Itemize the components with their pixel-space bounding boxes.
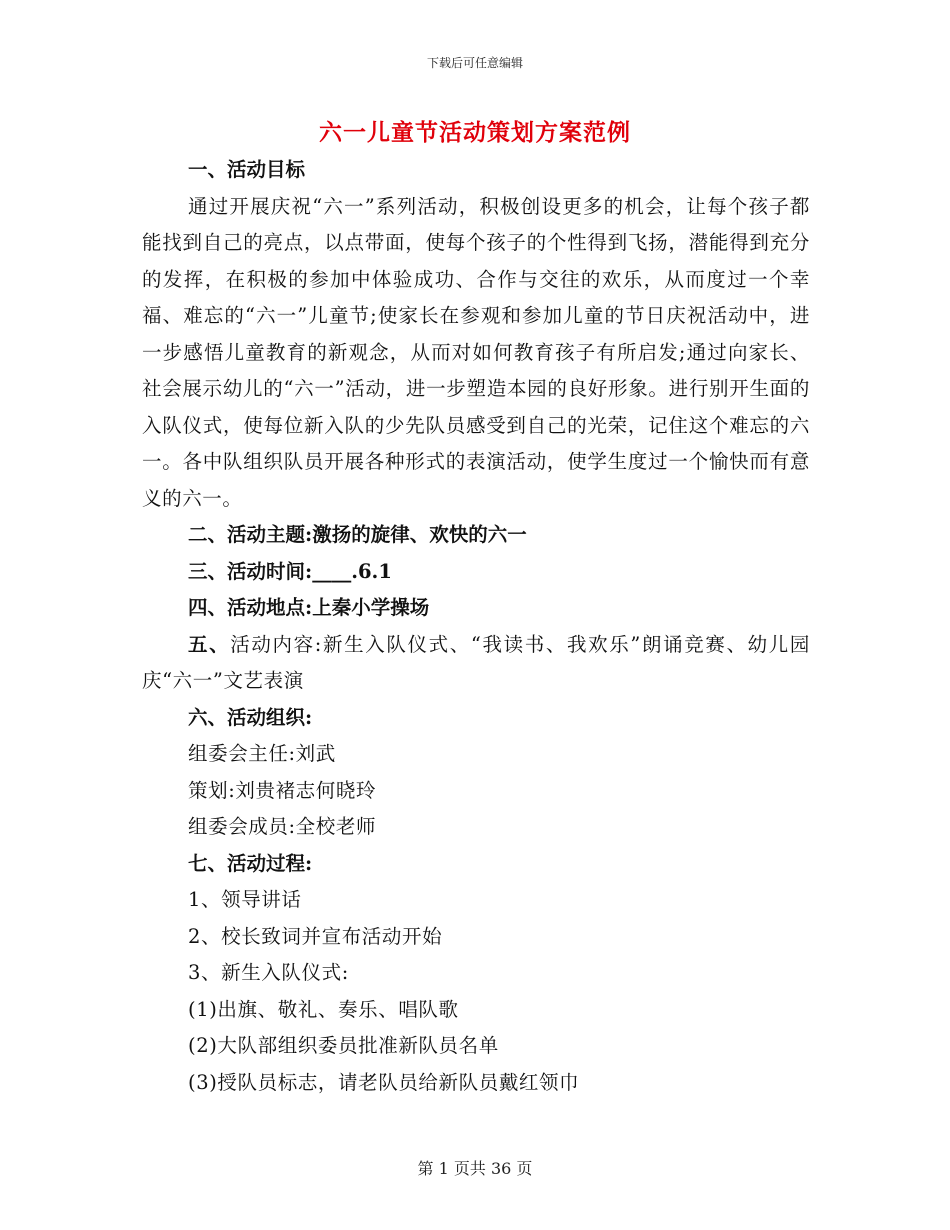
section-5-paragraph [142,627,810,700]
section-2-heading: 二、活动主题:激扬的旋律、欢快的六一 [188,523,527,546]
process-item: 3、新生入队仪式: [188,961,349,984]
section-3-heading: 三、活动时间:____.6.1 [188,559,392,583]
process-item: (2)大队部组织委员批准新队员名单 [188,1034,499,1057]
page-header-note: 下载后可任意编辑 [426,56,523,70]
section-4-heading: 四、活动地点:上秦小学操场 [188,596,430,619]
organizer-item: 组委会成员:全校老师 [188,815,377,838]
document-title: 六一儿童节活动策划方案范例 [319,119,631,146]
document-body [142,152,810,1101]
process-item: 2、校长致词并宣布活动开始 [188,924,443,948]
organizer-item: 策划:刘贵褚志何晓玲 [188,778,377,802]
section-1-body: 通过开展庆祝“六一”系列活动，积极创设更多的机会，让每个孩子都能找到自己的亮点，以点带面，使每个孩子的个性得到飞扬，潜能得到充分的发挥，在积极的参加中体验成功、合作与交往的欢乐，从而度过一个幸福、难忘的“六一”儿童节;使家长在参观和参加儿童的节日庆祝活动中，进一步感悟儿童教育的新观念，从而对如何教育孩子有所启发;通过向家长、社会展示幼儿的“六一”活动，进一步塑造本园的良好形象。进行别开生面的入队仪式，使每位新入队的少先队员感受到自己的光荣，记住这个难忘的六一。各中队组织队员开展各种形式的表演活动，使学生度过一个愉快而有意义的六一。 [142,194,810,510]
section-5-body: 活动内容:新生入队仪式、“我读书、我欢乐”朗诵竞赛、幼儿园庆“六一”文艺表演 [142,632,810,692]
process-item: 1、领导讲话 [188,888,302,911]
process-item: (3)授队员标志，请老队员给新队员戴红领巾 [188,1070,580,1094]
page-number: 第 1 页共 36 页 [417,1159,533,1178]
organizer-item: 组委会主任:刘武 [188,742,336,765]
section-5-heading: 五、 [188,632,231,656]
process-item: (1)出旗、敬礼、奏乐、唱队歌 [188,997,459,1021]
section-7-heading: 七、活动过程: [188,851,313,875]
section-6-heading: 六、活动组织: [188,705,313,729]
section-1-heading: 一、活动目标 [188,158,306,181]
